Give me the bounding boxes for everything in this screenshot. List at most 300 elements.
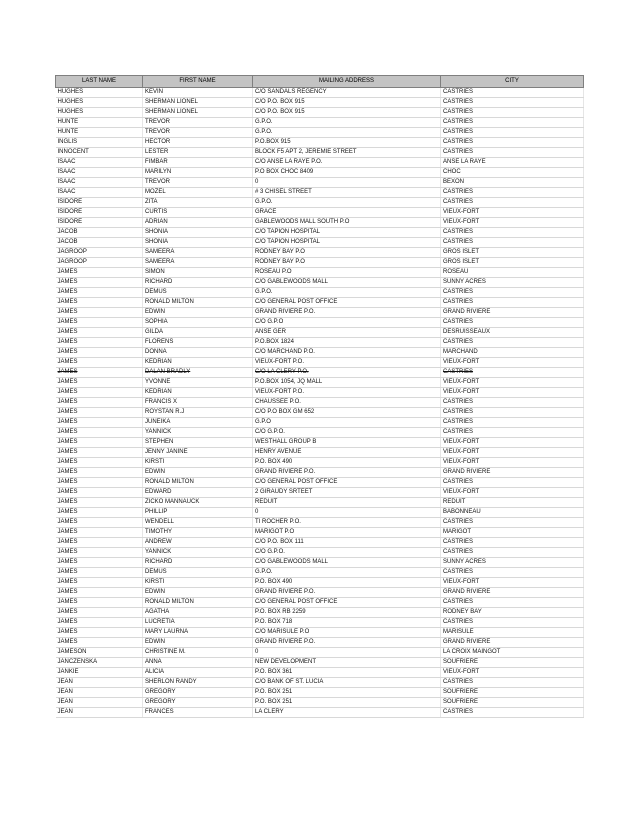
city-cell: CASTRIES (441, 188, 584, 198)
last-name-cell: JEAN (56, 688, 143, 698)
table-row (56, 218, 584, 228)
city-cell: SUNNY ACRES (441, 278, 584, 288)
mailing-address-cell: P.O BOX CHOC 8409 (253, 168, 441, 178)
first-name-cell: TREVOR (143, 178, 253, 188)
last-name-cell: JAMES (56, 338, 143, 348)
first-name-cell: ALICIA (143, 668, 253, 678)
last-name-cell: ISAAC (56, 168, 143, 178)
table-row (56, 618, 584, 628)
last-name-cell: HUNTE (56, 128, 143, 138)
first-name-cell: KIRSTI (143, 578, 253, 588)
first-name-cell: PHILLIP (143, 508, 253, 518)
first-name-cell: SHONIA (143, 238, 253, 248)
last-name-cell: JAMES (56, 518, 143, 528)
last-name-cell: JAMES (56, 318, 143, 328)
mailing-address-cell: ANSE GER (253, 328, 441, 338)
first-name-cell: KEDRIAN (143, 388, 253, 398)
mailing-address-cell: # 3 CHISEL STREET (253, 188, 441, 198)
mailing-address-cell: C/O ANSE LA RAYE P.O. (253, 158, 441, 168)
mailing-address-cell: C/O G.P.O. (253, 428, 441, 438)
first-name-cell: MOZEL (143, 188, 253, 198)
table-header (56, 76, 584, 88)
table-row (56, 238, 584, 248)
city-cell: CASTRIES (441, 518, 584, 528)
city-cell: SOUFRIERE (441, 658, 584, 668)
table-row (56, 558, 584, 568)
last-name-cell: JAMES (56, 348, 143, 358)
mailing-address-cell: VIEUX-FORT P.O. (253, 388, 441, 398)
first-name-cell: YANNICK (143, 428, 253, 438)
mailing-address-cell: G.P.O (253, 418, 441, 428)
mailing-address-cell: C/O TAPION HOSPITAL (253, 228, 441, 238)
mailing-address-cell: ROSEAU P.O (253, 268, 441, 278)
mailing-address-cell: C/O TAPION HOSPITAL (253, 238, 441, 248)
header-mailing-address: MAILING ADDRESS (253, 76, 441, 88)
last-name-cell: JAMES (56, 468, 143, 478)
city-cell: CASTRIES (441, 298, 584, 308)
city-cell: GRAND RIVIERE (441, 468, 584, 478)
last-name-cell: JAMES (56, 548, 143, 558)
city-cell: GRAND RIVIERE (441, 638, 584, 648)
table-row (56, 208, 584, 218)
first-name-cell: RONALD MILTON (143, 298, 253, 308)
mailing-address-cell: GRAND RIVIERE P.O. (253, 588, 441, 598)
last-name-cell: JEAN (56, 678, 143, 688)
first-name-cell: SAMEERA (143, 248, 253, 258)
first-name-cell: CURTIS (143, 208, 253, 218)
mailing-address-cell: 0 (253, 178, 441, 188)
table-row (56, 188, 584, 198)
table-row (56, 688, 584, 698)
table-row (56, 258, 584, 268)
table-row (56, 358, 584, 368)
last-name-cell: JAMES (56, 398, 143, 408)
first-name-cell: RICHARD (143, 278, 253, 288)
table-row (56, 308, 584, 318)
first-name-cell: TREVOR (143, 128, 253, 138)
first-name-cell: LUCRETIA (143, 618, 253, 628)
mailing-address-cell: P.O. BOX 718 (253, 618, 441, 628)
table-row (56, 528, 584, 538)
first-name-cell: SHERMAN LIONEL (143, 98, 253, 108)
city-cell: VIEUX-FORT (441, 388, 584, 398)
first-name-cell: JUNEIKA (143, 418, 253, 428)
last-name-cell: ISAAC (56, 158, 143, 168)
table-row (56, 298, 584, 308)
table-row (56, 198, 584, 208)
last-name-cell: JACOB (56, 238, 143, 248)
first-name-cell: DEMUS (143, 288, 253, 298)
first-name-cell: SIMON (143, 268, 253, 278)
city-cell: MARISULE (441, 628, 584, 638)
table-row (56, 708, 584, 718)
mailing-address-cell: GRAND RIVIERE P.O. (253, 638, 441, 648)
first-name-cell: AGATHA (143, 608, 253, 618)
city-cell: CASTRIES (441, 398, 584, 408)
first-name-cell: EDWIN (143, 588, 253, 598)
first-name-cell: EDWIN (143, 638, 253, 648)
city-cell: CASTRIES (441, 318, 584, 328)
last-name-cell: JAMES (56, 278, 143, 288)
city-cell: VIEUX-FORT (441, 208, 584, 218)
table-row (56, 338, 584, 348)
table-row (56, 138, 584, 148)
last-name-cell: JAGROOP (56, 258, 143, 268)
city-cell: CASTRIES (441, 368, 584, 378)
last-name-cell: JAMES (56, 368, 143, 378)
first-name-cell: KEDRIAN (143, 358, 253, 368)
mailing-address-cell: C/O MARISULE P.O (253, 628, 441, 638)
table-row (56, 498, 584, 508)
mailing-address-cell: C/O P.O. BOX 111 (253, 538, 441, 548)
table-row (56, 178, 584, 188)
city-cell: RODNEY BAY (441, 608, 584, 618)
city-cell: CASTRIES (441, 128, 584, 138)
mailing-address-cell: GRACE (253, 208, 441, 218)
first-name-cell: EDWIN (143, 468, 253, 478)
last-name-cell: JAMES (56, 328, 143, 338)
city-cell: CHOC (441, 168, 584, 178)
first-name-cell: FRANCIS X (143, 398, 253, 408)
mailing-address-cell: G.P.O. (253, 568, 441, 578)
city-cell: CASTRIES (441, 148, 584, 158)
mailing-address-cell: G.P.O. (253, 118, 441, 128)
mailing-address-cell: C/O MARCHAND P.O. (253, 348, 441, 358)
mailing-address-cell: P.O. BOX 251 (253, 688, 441, 698)
mailing-address-cell: C/O GENERAL POST OFFICE (253, 598, 441, 608)
city-cell: CASTRIES (441, 138, 584, 148)
last-name-cell: ISIDORE (56, 208, 143, 218)
city-cell: VIEUX-FORT (441, 488, 584, 498)
city-cell: CASTRIES (441, 418, 584, 428)
city-cell: CASTRIES (441, 538, 584, 548)
mailing-address-cell: C/O GABLEWOODS MALL (253, 278, 441, 288)
table-row (56, 148, 584, 158)
table-row (56, 328, 584, 338)
last-name-cell: JAMES (56, 568, 143, 578)
last-name-cell: JANKIE (56, 668, 143, 678)
city-cell: GROS ISLET (441, 248, 584, 258)
table-row (56, 448, 584, 458)
city-cell: DESRUISSEAUX (441, 328, 584, 338)
last-name-cell: JAMES (56, 438, 143, 448)
last-name-cell: JAMES (56, 638, 143, 648)
last-name-cell: JAMES (56, 448, 143, 458)
last-name-cell: JEAN (56, 698, 143, 708)
last-name-cell: JAMES (56, 498, 143, 508)
mailing-address-cell: REDUIT (253, 498, 441, 508)
last-name-cell: JAMES (56, 528, 143, 538)
first-name-cell: FLORENS (143, 338, 253, 348)
table-row (56, 158, 584, 168)
table-row (56, 648, 584, 658)
mailing-address-cell: NEW DEVELOPMENT (253, 658, 441, 668)
table-row (56, 278, 584, 288)
mailing-address-cell: 0 (253, 648, 441, 658)
first-name-cell: JENNY JANINE (143, 448, 253, 458)
last-name-cell: JAMES (56, 358, 143, 368)
city-cell: VIEUX-FORT (441, 668, 584, 678)
table-row (56, 628, 584, 638)
last-name-cell: INNOCENT (56, 148, 143, 158)
table-row (56, 578, 584, 588)
city-cell: CASTRIES (441, 98, 584, 108)
mailing-address-cell: P.O.BOX 915 (253, 138, 441, 148)
table-row (56, 548, 584, 558)
mailing-address-cell: C/O G.P.O. (253, 548, 441, 558)
city-cell: LA CROIX MAINGOT (441, 648, 584, 658)
city-cell: CASTRIES (441, 198, 584, 208)
table-row (56, 348, 584, 358)
table-row (56, 608, 584, 618)
city-cell: CASTRIES (441, 678, 584, 688)
last-name-cell: ISIDORE (56, 198, 143, 208)
table-row (56, 318, 584, 328)
last-name-cell: JANCZENSKA (56, 658, 143, 668)
last-name-cell: HUGHES (56, 88, 143, 98)
first-name-cell: YVONNE (143, 378, 253, 388)
table-row (56, 458, 584, 468)
mailing-address-cell: C/O G.P.O (253, 318, 441, 328)
table-row (56, 478, 584, 488)
table-row (56, 698, 584, 708)
table-row (56, 168, 584, 178)
mailing-address-cell: HENRY AVENUE (253, 448, 441, 458)
first-name-cell: KEVIN (143, 88, 253, 98)
table-row (56, 288, 584, 298)
city-cell: GRAND RIVIERE (441, 308, 584, 318)
last-name-cell: INGLIS (56, 138, 143, 148)
table-row (56, 638, 584, 648)
first-name-cell: WENDELL (143, 518, 253, 528)
city-cell: SUNNY ACRES (441, 558, 584, 568)
last-name-cell: JAMES (56, 578, 143, 588)
last-name-cell: JAMES (56, 408, 143, 418)
mailing-address-cell: 2 GIRAUDY SRTEET (253, 488, 441, 498)
last-name-cell: JEAN (56, 708, 143, 718)
city-cell: VIEUX-FORT (441, 448, 584, 458)
city-cell: CASTRIES (441, 338, 584, 348)
table-row (56, 668, 584, 678)
city-cell: REDUIT (441, 498, 584, 508)
first-name-cell: KIRSTI (143, 458, 253, 468)
last-name-cell: JAMES (56, 608, 143, 618)
mailing-address-cell: P.O. BOX 251 (253, 698, 441, 708)
city-cell: GROS ISLET (441, 258, 584, 268)
mailing-address-cell: G.P.O. (253, 288, 441, 298)
city-cell: CASTRIES (441, 708, 584, 718)
mailing-address-cell: C/O BANK OF ST. LUCIA (253, 678, 441, 688)
last-name-cell: JAMES (56, 458, 143, 468)
last-name-cell: JAMES (56, 418, 143, 428)
first-name-cell: ROYSTAN R.J (143, 408, 253, 418)
city-cell: VIEUX-FORT (441, 218, 584, 228)
last-name-cell: ISAAC (56, 178, 143, 188)
mailing-address-cell: CHAUSSEE P.O. (253, 398, 441, 408)
last-name-cell: JAMES (56, 388, 143, 398)
city-cell: CASTRIES (441, 88, 584, 98)
city-cell: CASTRIES (441, 238, 584, 248)
city-cell: SOUFRIERE (441, 698, 584, 708)
table-row (56, 568, 584, 578)
first-name-cell: ANDREW (143, 538, 253, 548)
first-name-cell: GREGORY (143, 698, 253, 708)
first-name-cell: ZICKO MANNAUCK (143, 498, 253, 508)
first-name-cell: LESTER (143, 148, 253, 158)
city-cell: BABONNEAU (441, 508, 584, 518)
city-cell: VIEUX-FORT (441, 458, 584, 468)
table-row (56, 468, 584, 478)
first-name-cell: SAMEERA (143, 258, 253, 268)
last-name-cell: JAMES (56, 378, 143, 388)
city-cell: BEXON (441, 178, 584, 188)
mailing-address-cell: GRAND RIVIERE P.O. (253, 468, 441, 478)
last-name-cell: ISIDORE (56, 218, 143, 228)
first-name-cell: DALAN BRADLY (143, 368, 253, 378)
city-cell: GRAND RIVIERE (441, 588, 584, 598)
first-name-cell: TIMOTHY (143, 528, 253, 538)
last-name-cell: HUGHES (56, 108, 143, 118)
first-name-cell: YANNICK (143, 548, 253, 558)
first-name-cell: FRANCES (143, 708, 253, 718)
header-city: CITY (441, 76, 584, 88)
mailing-address-cell: P.O. BOX 490 (253, 458, 441, 468)
mailing-address-cell: P.O. BOX 490 (253, 578, 441, 588)
table-row (56, 658, 584, 668)
city-cell: CASTRIES (441, 118, 584, 128)
first-name-cell: ADRIAN (143, 218, 253, 228)
city-cell: SOUFRIERE (441, 688, 584, 698)
table-row (56, 428, 584, 438)
table-row (56, 518, 584, 528)
city-cell: CASTRIES (441, 288, 584, 298)
first-name-cell: TREVOR (143, 118, 253, 128)
header-row (56, 76, 584, 88)
last-name-cell: JAMES (56, 628, 143, 638)
first-name-cell: CHRISTINE M. (143, 648, 253, 658)
roster-table (55, 75, 584, 718)
city-cell: CASTRIES (441, 408, 584, 418)
city-cell: VIEUX-FORT (441, 358, 584, 368)
first-name-cell: RONALD MILTON (143, 478, 253, 488)
table-row (56, 398, 584, 408)
first-name-cell: MARILYN (143, 168, 253, 178)
first-name-cell: HECTOR (143, 138, 253, 148)
first-name-cell: SHONIA (143, 228, 253, 238)
mailing-address-cell: C/O GENERAL POST OFFICE (253, 298, 441, 308)
mailing-address-cell: P.O.BOX 1824 (253, 338, 441, 348)
table-row (56, 438, 584, 448)
last-name-cell: JAGROOP (56, 248, 143, 258)
city-cell: VIEUX-FORT (441, 438, 584, 448)
mailing-address-cell: G.P.O. (253, 128, 441, 138)
last-name-cell: JAMES (56, 298, 143, 308)
last-name-cell: JAMES (56, 268, 143, 278)
mailing-address-cell: WESTHALL GROUP B (253, 438, 441, 448)
mailing-address-cell: C/O LA CLERY P.O. (253, 368, 441, 378)
first-name-cell: DONNA (143, 348, 253, 358)
city-cell: CASTRIES (441, 428, 584, 438)
first-name-cell: EDWARD (143, 488, 253, 498)
first-name-cell: ANNA (143, 658, 253, 668)
table-row (56, 408, 584, 418)
city-cell: CASTRIES (441, 598, 584, 608)
table-row (56, 598, 584, 608)
table-row (56, 228, 584, 238)
city-cell: ROSEAU (441, 268, 584, 278)
last-name-cell: JAMES (56, 428, 143, 438)
header-first-name: FIRST NAME (143, 76, 253, 88)
table-row (56, 368, 584, 378)
first-name-cell: DEMUS (143, 568, 253, 578)
last-name-cell: JAMES (56, 538, 143, 548)
table-row (56, 538, 584, 548)
mailing-address-cell: C/O P.O BOX GM 652 (253, 408, 441, 418)
first-name-cell: ZITA (143, 198, 253, 208)
mailing-address-cell: MARIGOT P.O (253, 528, 441, 538)
mailing-address-cell: P.O.BOX 1054, JQ MALL (253, 378, 441, 388)
mailing-address-cell: RODNEY BAY P.O (253, 248, 441, 258)
mailing-address-cell: LA CLERY (253, 708, 441, 718)
table-row (56, 118, 584, 128)
table-row (56, 98, 584, 108)
city-cell: CASTRIES (441, 478, 584, 488)
mailing-address-cell: BLOCK F5 APT 2, JEREMIE STREET (253, 148, 441, 158)
table-row (56, 508, 584, 518)
city-cell: CASTRIES (441, 618, 584, 628)
mailing-address-cell: C/O GABLEWOODS MALL (253, 558, 441, 568)
table-row (56, 388, 584, 398)
first-name-cell: MARY LAURNA (143, 628, 253, 638)
table-row (56, 268, 584, 278)
first-name-cell: RONALD MILTON (143, 598, 253, 608)
last-name-cell: ISAAC (56, 188, 143, 198)
last-name-cell: JAMES (56, 478, 143, 488)
mailing-address-cell: RODNEY BAY P.O (253, 258, 441, 268)
last-name-cell: JAMES (56, 588, 143, 598)
city-cell: VIEUX-FORT (441, 578, 584, 588)
mailing-address-cell: VIEUX-FORT P.O. (253, 358, 441, 368)
header-last-name: LAST NAME (56, 76, 143, 88)
mailing-address-cell: TI ROCHER P.O. (253, 518, 441, 528)
city-cell: CASTRIES (441, 108, 584, 118)
city-cell: ANSE LA RAYE (441, 158, 584, 168)
mailing-address-cell: C/O P.O. BOX 915 (253, 98, 441, 108)
last-name-cell: JAMES (56, 308, 143, 318)
last-name-cell: JAMES (56, 488, 143, 498)
first-name-cell: SHERLON RANDY (143, 678, 253, 688)
mailing-address-cell: G.P.O. (253, 198, 441, 208)
first-name-cell: RICHARD (143, 558, 253, 568)
first-name-cell: EDWIN (143, 308, 253, 318)
city-cell: VIEUX-FORT (441, 378, 584, 388)
first-name-cell: FIMBAR (143, 158, 253, 168)
mailing-address-cell: GABLEWOODS MALL SOUTH P.O (253, 218, 441, 228)
last-name-cell: JACOB (56, 228, 143, 238)
table-row (56, 88, 584, 98)
mailing-address-cell: 0 (253, 508, 441, 518)
mailing-address-cell: P.O. BOX RB 2259 (253, 608, 441, 618)
table-row (56, 128, 584, 138)
first-name-cell: SOPHIA (143, 318, 253, 328)
first-name-cell: GILDA (143, 328, 253, 338)
first-name-cell: GREGORY (143, 688, 253, 698)
city-cell: CASTRIES (441, 548, 584, 558)
city-cell: MARIGOT (441, 528, 584, 538)
city-cell: MARCHAND (441, 348, 584, 358)
last-name-cell: JAMES (56, 508, 143, 518)
mailing-address-cell: P.O. BOX 361 (253, 668, 441, 678)
